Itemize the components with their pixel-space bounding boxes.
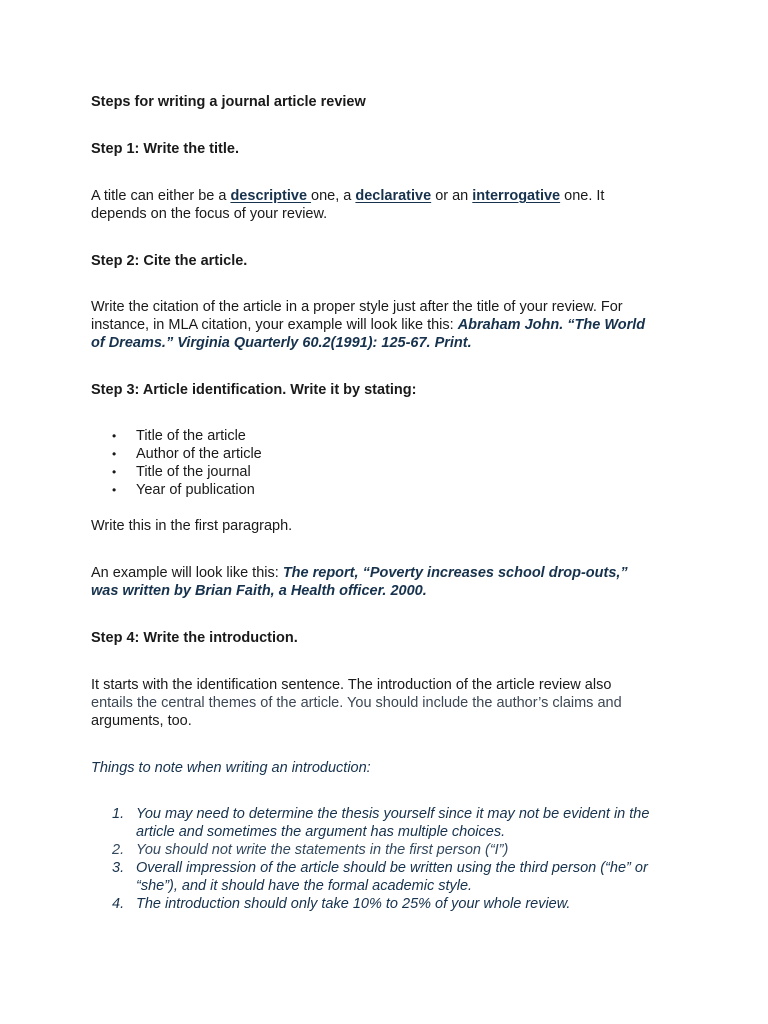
step4-paragraph-line1: It starts with the identification sentence. The introduction of the article review also [91, 677, 612, 693]
step1-paragraph-line2: depends on the focus of your review. [91, 206, 328, 222]
step3-title: Step 3: Article identification. Write it by stating: [91, 382, 417, 398]
document-heading: Steps for writing a journal article review [91, 94, 366, 110]
list-item: • Year of publication [112, 481, 262, 499]
step4-paragraph-line3: arguments, too. [91, 713, 192, 729]
declarative-link[interactable]: declarative [355, 188, 432, 204]
list-item: 4. The introduction should only take 10% to 25% of your whole review. [112, 896, 571, 912]
step3-paragraph: Write this in the first paragraph. [91, 518, 293, 534]
interrogative-link[interactable]: interrogative [472, 188, 561, 204]
list-item: • Title of the article [112, 427, 262, 445]
report-example: The report, “Poverty increases school drop-outs,” [282, 565, 628, 581]
step1-paragraph-line1: A title can either be a descriptive one, a declarative or an interrogative one. It [91, 188, 605, 204]
list-item: • Title of the journal [112, 463, 262, 481]
report-example-cont: was written by Brian Faith, a Health officer. 2000. [91, 583, 427, 599]
identification-list [112, 427, 262, 499]
step4-paragraph-line2: entails the central themes of the article. You should include the author’s claims and [91, 695, 622, 711]
citation-example: Abraham John. “The World [457, 317, 646, 333]
citation-example-cont: of Dreams.” Virginia Quarterly 60.2(1991): 125-67. Print. [91, 335, 472, 351]
notes-heading: Things to note when writing an introduction: [91, 760, 371, 776]
step4-title: Step 4: Write the introduction. [91, 630, 298, 646]
notes-list [112, 805, 649, 913]
step3-example-line1: An example will look like this: The report, “Poverty increases school drop-outs,” [91, 565, 628, 581]
list-item: 3. Overall impression of the article should be written using the third person (“he” or “she”), and it should have the formal academic style. [112, 860, 648, 894]
descriptive-link[interactable]: descriptive [230, 188, 312, 204]
step2-paragraph-line2: instance, in MLA citation, your example will look like this: Abraham John. “The World [91, 317, 646, 333]
step2-paragraph-line1: Write the citation of the article in a proper style just after the title of your review. For [91, 299, 623, 315]
list-item: 1. You may need to determine the thesis yourself since it may not be evident in the article and sometimes the argument has multiple choices. [112, 806, 650, 840]
list-item: • Author of the article [112, 445, 262, 463]
list-item: 2. You should not write the statements in the first person (“I”) [112, 842, 509, 858]
step1-title: Step 1: Write the title. [91, 141, 239, 157]
step2-title: Step 2: Cite the article. [91, 253, 248, 269]
